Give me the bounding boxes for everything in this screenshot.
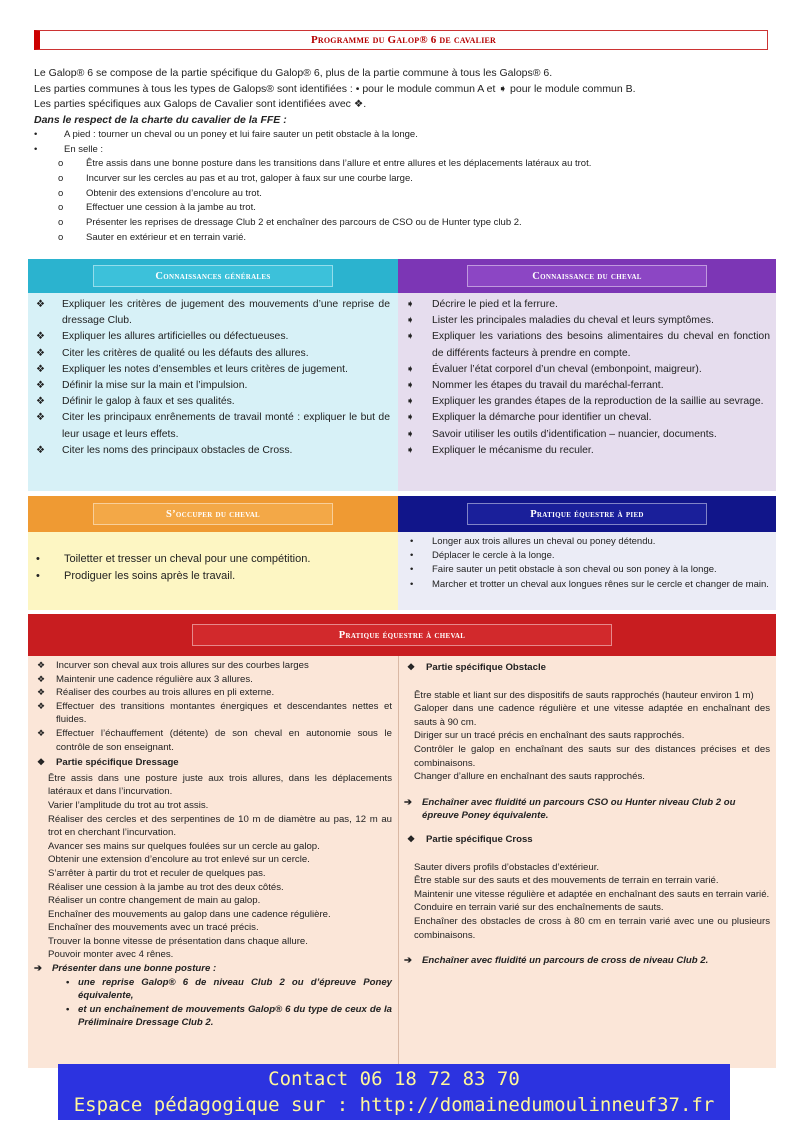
section-header-pied	[398, 496, 776, 532]
list-item	[30, 378, 390, 394]
bullet-icon: •	[410, 564, 414, 576]
list-item	[400, 443, 770, 459]
spacer	[404, 784, 770, 796]
spacer	[404, 823, 770, 831]
diamond-cluster-icon: ❖	[36, 363, 45, 375]
intro	[34, 66, 774, 246]
list-item	[36, 568, 386, 585]
occuper-list	[36, 551, 386, 585]
list-item	[400, 410, 770, 426]
list-item	[30, 443, 390, 459]
dressage-line: Enchaîner des mouvements au galop dans une cadence régulière.	[48, 908, 331, 920]
list-item-text: Décrire le pied et la ferrure.	[432, 299, 558, 310]
bold-arrow-icon: ➔	[34, 963, 43, 975]
list-item	[30, 410, 390, 442]
diamond-cluster-icon: ❖	[407, 662, 416, 672]
list-item	[34, 727, 392, 754]
diamond-cluster-icon: ❖	[36, 380, 45, 392]
list-item-text: Savoir utiliser les outils d’identification – nuancier, documents.	[432, 428, 717, 440]
obstacle-line: Galoper dans une cadence régulière et une vitesse adaptée en enchaînant des sauts à 90 cm.	[414, 703, 770, 728]
cross-title-text: Partie spécifique Cross	[426, 833, 533, 845]
list-item-text: Citer les principaux enrênements de travail monté : expliquer le but de leur usage et leurs effets.	[62, 412, 390, 440]
intro-line-3: Les parties spécifiques aux Galops de Cavalier sont identifiées avec ❖.	[34, 98, 367, 110]
spacer	[404, 677, 770, 689]
bold-arrow-icon: ➔	[404, 796, 413, 808]
bullet-icon: •	[410, 536, 414, 547]
dressage-line: Être assis dans une posture juste aux trois allures, dans les déplacements latéraux et dans l’incurvation.	[48, 772, 392, 798]
list-item	[400, 394, 770, 410]
bullet-icon: •	[34, 143, 38, 155]
list-item	[30, 329, 390, 345]
dressage-arrow-text: Présenter dans une bonne posture :	[52, 963, 217, 975]
section-header-occuper	[28, 496, 398, 532]
circle-icon: o	[58, 187, 64, 199]
selle-item	[34, 216, 774, 231]
obstacle-line: Contrôler le galop en enchaînant des sauts sur des distances précises et des combinaisons.	[414, 743, 770, 769]
dressage-line: Pouvoir monter avec 4 rênes.	[48, 949, 174, 961]
footer-banner	[58, 1064, 730, 1120]
list-item-text: Prodiguer les soins après le travail.	[64, 570, 236, 582]
dressage-title	[34, 756, 392, 770]
diamond-cluster-icon: ❖	[36, 412, 45, 424]
cross-title	[404, 833, 770, 847]
dressage-title-text: Partie spécifique Dressage	[56, 757, 179, 769]
circle-icon: o	[58, 172, 64, 184]
diamond-cluster-icon: ❖	[37, 673, 46, 684]
obstacle-arrow-text: Enchaîner avec fluidité un parcours CSO ou Hunter niveau Club 2 ou épreuve Poney équivalente.	[422, 796, 736, 822]
list-item-text: Expliquer les critères de jugement des mouvements d’une reprise de dressage Club.	[62, 299, 390, 327]
list-item-text: Expliquer les grandes étapes de la reproduction de la saillie au sevrage.	[432, 396, 764, 408]
list-item-text: Expliquer les allures artificielles ou défectueuses.	[62, 331, 289, 343]
list-item-text: Effectuer des transitions montantes énergiques et descendantes nettes et fluides.	[56, 700, 392, 726]
bullet-icon: •	[36, 570, 40, 582]
obstacle-title	[404, 661, 770, 675]
section-title-pied: Pratique équestre à pied	[530, 508, 644, 520]
list-item	[400, 427, 770, 443]
list-item	[400, 362, 770, 378]
footer-contact: Contact 06 18 72 83 70	[268, 1068, 520, 1090]
list-item-text: Évaluer l’état corporel d’un cheval (embonpoint, maigreur).	[432, 363, 702, 375]
diamond-cluster-icon: ❖	[36, 331, 45, 343]
cross-line: Sauter divers profils d’obstacles d’extérieur.	[414, 861, 600, 873]
list-item-text: Réaliser des courbes au trois allures en pli externe.	[56, 687, 275, 699]
list-item-text: Expliquer le mécanisme du reculer.	[432, 444, 594, 456]
list-item-text: Longer aux trois allures un cheval ou poney détendu.	[432, 536, 656, 547]
intro-charte: Dans le respect de la charte du cavalier de la FFE :	[34, 113, 287, 126]
list-item	[404, 578, 772, 592]
triangle-right-icon: ➧	[406, 396, 415, 408]
circle-icon: o	[58, 202, 64, 214]
list-item-text: Déplacer le cercle à la longe.	[432, 550, 555, 562]
list-item	[400, 378, 770, 394]
section-title-cheval: Connaissance du cheval	[532, 270, 642, 282]
bullet-icon: •	[66, 1003, 70, 1015]
obstacle-title-text: Partie spécifique Obstacle	[426, 662, 546, 673]
cross-line: Être stable sur des sauts et des mouvements de terrain en terrain varié.	[414, 875, 719, 887]
bullet-icon: •	[410, 578, 414, 590]
selle-item-text: Obtenir des extensions d’encolure au trot.	[86, 187, 262, 199]
list-item-text: Faire sauter un petit obstacle à son cheval ou son poney à la longe.	[432, 564, 717, 576]
intro-a-pied	[34, 128, 774, 143]
dressage-line: Réaliser une cession à la jambe au trot des deux côtés.	[48, 881, 284, 893]
spacer	[404, 849, 770, 861]
selle-item	[34, 172, 774, 187]
obstacle-arrow	[404, 796, 770, 823]
section-title-generales: Connaissances générales	[155, 270, 271, 282]
diamond-cluster-icon: ❖	[407, 833, 416, 844]
list-item-text: Expliquer les variations des besoins alimentaires du cheval en fonction de différents facteurs à prendre en compte.	[432, 331, 770, 359]
diamond-cluster-icon: ❖	[37, 660, 46, 670]
triangle-right-icon: ➧	[406, 315, 415, 327]
list-item	[404, 563, 772, 577]
list-item	[30, 297, 390, 329]
list-item	[400, 313, 770, 329]
triangle-right-icon: ➧	[406, 299, 415, 310]
list-item-text: Effectuer l’échauffement (détente) de son cheval en autonomie sous le contrôle de son enseignant.	[56, 727, 392, 753]
column-divider	[398, 656, 399, 1068]
generales-list	[30, 297, 390, 459]
cross-line: Enchaîner des obstacles de cross à 80 cm en terrain varié avec une ou plusieurs combinaisons.	[414, 915, 770, 941]
cross-arrow	[404, 954, 770, 968]
cross-line: Conduire en terrain varié sur des enchaînements de sauts.	[414, 902, 664, 914]
dressage-line: Enchaîner des mouvements avec un tracé précis.	[48, 922, 259, 934]
intro-en-selle-text: En selle :	[64, 143, 104, 155]
a-cheval-right-column	[404, 659, 770, 968]
dressage-line: Obtenir une extension d’encolure au trot enlevé sur un cercle.	[48, 854, 310, 866]
triangle-right-icon: ➧	[406, 444, 415, 456]
list-item-text: Marcher et trotter un cheval aux longues rênes sur le cercle et changer de main.	[432, 578, 769, 590]
footer-website-link[interactable]: Espace pédagogique sur : http://domainedumoulinneuf37.fr	[73, 1094, 715, 1116]
dressage-bullet-text: et un enchaînement de mouvements Galop® 6 du type de ceux de la Préliminaire Dressage Club 2.	[78, 1003, 392, 1029]
circle-icon: o	[58, 231, 64, 243]
dressage-bullet	[34, 1003, 392, 1030]
selle-item	[34, 187, 774, 202]
diamond-cluster-icon: ❖	[37, 727, 46, 738]
triangle-right-icon: ➧	[406, 428, 415, 440]
list-item	[34, 673, 392, 687]
triangle-right-icon: ➧	[406, 363, 415, 375]
list-item	[30, 346, 390, 362]
diamond-cluster-icon: ❖	[36, 396, 45, 408]
list-item	[400, 297, 770, 313]
dressage-line: Avancer ses mains sur quelques foulées sur un cercle au galop.	[48, 840, 320, 852]
intro-a-pied-text: A pied : tourner un cheval ou un poney et lui faire sauter un petit obstacle à la longe.	[64, 129, 418, 140]
list-item-text: Incurver son cheval aux trois allures sur des courbes larges	[56, 660, 309, 671]
selle-item	[34, 201, 774, 216]
triangle-right-icon: ➧	[406, 412, 415, 424]
cross-line: Maintenir une vitesse régulière et adaptée en enchaînant des sauts en terrain varié.	[414, 888, 770, 900]
page-title	[34, 30, 768, 50]
spacer	[404, 942, 770, 954]
obstacle-line: Changer d’allure en enchaînant des sauts rapprochés.	[414, 771, 645, 783]
diamond-cluster-icon: ❖	[37, 757, 46, 768]
dressage-line: Varier l’amplitude du trot au trot assis.	[48, 799, 209, 811]
selle-item-text: Sauter en extérieur et en terrain varié.	[86, 231, 247, 243]
circle-icon: o	[58, 158, 64, 169]
intro-line-1: Le Galop® 6 se compose de la partie spécifique du Galop® 6, plus de la partie commune à tous les Galops® 6.	[34, 67, 553, 79]
bullet-icon: •	[66, 976, 70, 988]
list-item-text: Expliquer les notes d’ensembles et leurs critères de jugement.	[62, 363, 348, 375]
pied-list	[404, 535, 772, 592]
diamond-cluster-icon: ❖	[36, 299, 45, 310]
intro-en-selle	[34, 143, 774, 158]
bullet-icon: •	[36, 553, 40, 565]
dressage-line: Réaliser un contre changement de main au galop.	[48, 895, 261, 907]
list-item	[30, 362, 390, 378]
selle-item	[34, 157, 774, 172]
section-header-generales	[28, 259, 398, 293]
dressage-bullet	[34, 976, 392, 1003]
list-item	[34, 659, 392, 673]
list-item-text: Lister les principales maladies du cheval et leurs symptômes.	[432, 315, 714, 327]
section-header-a-cheval	[28, 614, 776, 656]
list-item-text: Toiletter et tresser un cheval pour une compétition.	[64, 553, 311, 565]
diamond-cluster-icon: ❖	[37, 687, 46, 698]
dressage-line: Réaliser des cercles et des serpentines de 10 m de diamètre au pas, 12 m au trot en cherchant l’incurvation.	[48, 813, 392, 839]
selle-item-text: Incurver sur les cercles au pas et au trot, galoper à faux sur une courbe large.	[86, 172, 413, 184]
selle-item-text: Être assis dans une bonne posture dans les transitions dans l’allure et entre allures et les déplacements latéraux au trot.	[86, 158, 592, 169]
intro-line-2: Les parties communes à tous les types de Galops® sont identifiées : • pour le module commun A et ➧ pour le module commun B.	[34, 82, 636, 95]
list-item	[404, 549, 772, 563]
list-item	[34, 686, 392, 700]
list-item	[34, 700, 392, 727]
cheval-list	[400, 297, 770, 459]
cross-arrow-text: Enchaîner avec fluidité un parcours de cross de niveau Club 2.	[422, 955, 709, 967]
obstacle-line: Être stable et liant sur des dispositifs de sauts rapprochés (hauteur environ 1 m)	[414, 689, 754, 701]
section-title-occuper: S’occuper du cheval	[165, 508, 261, 520]
bold-arrow-icon: ➔	[404, 955, 413, 967]
triangle-right-icon: ➧	[406, 380, 415, 392]
dressage-bullet-text: une reprise Galop® 6 de niveau Club 2 ou d’épreuve Poney équivalente,	[78, 976, 392, 1002]
dressage-line: Trouver la bonne vitesse de présentation dans chaque allure.	[48, 935, 308, 947]
list-item-text: Citer les noms des principaux obstacles de Cross.	[62, 444, 293, 456]
selle-item	[34, 231, 774, 246]
bullet-icon: •	[34, 129, 38, 140]
bullet-icon: •	[410, 550, 414, 562]
a-cheval-left-column	[34, 659, 392, 1030]
diamond-cluster-icon: ❖	[37, 700, 46, 711]
list-item-text: Définir la mise sur la main et l’impulsion.	[62, 380, 248, 392]
list-item-text: Maintenir une cadence régulière aux 3 allures.	[56, 673, 253, 685]
triangle-right-icon: ➧	[406, 331, 415, 343]
circle-icon: o	[58, 217, 64, 229]
diamond-cluster-icon: ❖	[36, 347, 45, 359]
section-title-a-cheval: Pratique équestre à cheval	[338, 629, 466, 641]
page-title-text: Programme du Galop® 6 de cavalier	[310, 34, 497, 46]
list-item	[400, 329, 770, 361]
selle-item-text: Présenter les reprises de dressage Club 2 et enchaîner des parcours de CSO ou de Hunter type club 2.	[86, 217, 522, 229]
section-header-cheval	[398, 259, 776, 293]
list-item-text: Nommer les étapes du travail du maréchal-ferrant.	[432, 380, 664, 392]
obstacle-line: Diriger sur un tracé précis en enchaînant des sauts rapprochés.	[414, 730, 685, 742]
list-item-text: Expliquer la démarche pour identifier un cheval.	[432, 412, 652, 424]
diamond-cluster-icon: ❖	[36, 444, 45, 456]
dressage-arrow	[34, 962, 392, 976]
list-item	[404, 535, 772, 549]
list-item	[36, 551, 386, 568]
list-item-text: Définir le galop à faux et ses qualités.	[62, 396, 235, 408]
list-item-text: Citer les critères de qualité ou les défauts des allures.	[62, 347, 309, 359]
list-item	[30, 394, 390, 410]
dressage-line: S’arrêter à partir du trot et reculer de quelques pas.	[48, 867, 266, 879]
selle-item-text: Effectuer une cession à la jambe au trot.	[86, 202, 256, 214]
